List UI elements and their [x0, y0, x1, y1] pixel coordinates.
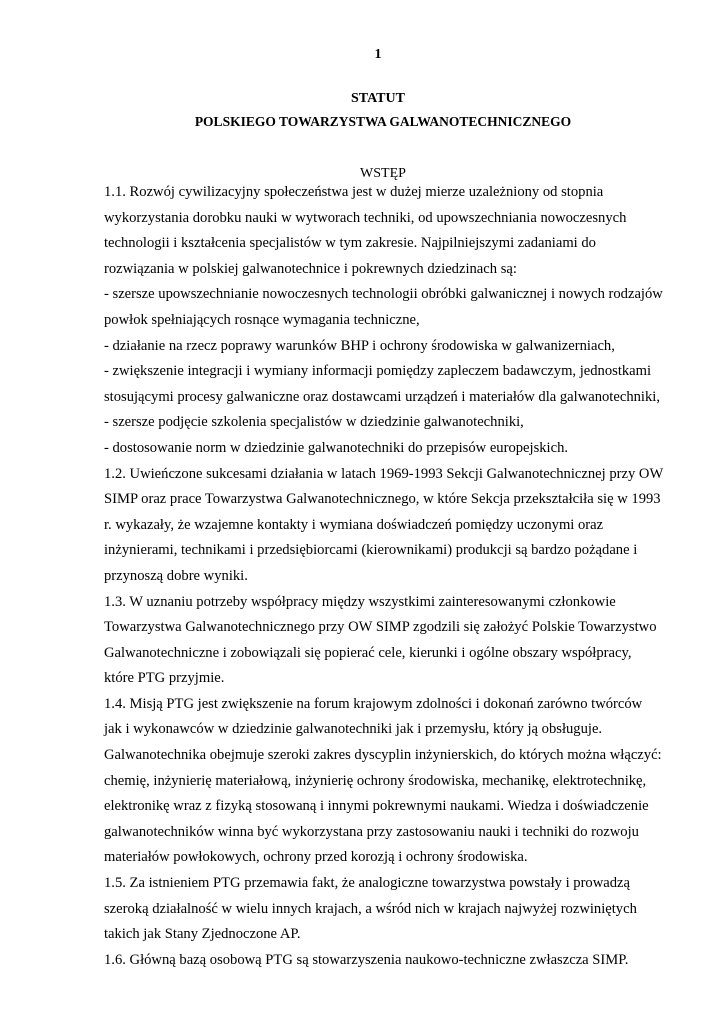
text-line: - zwiększenie integracji i wymiany informacji pomiędzy zapleczem badawczym, jednostkami [104, 363, 652, 380]
document-subtitle: POLSKIEGO TOWARZYSTWA GALWANOTECHNICZNEGO [194, 114, 572, 129]
text-line: - dostosowanie norm w dziedzinie galwanotechniki do przepisów europejskich. [104, 439, 569, 456]
text-line: - działanie na rzecz poprawy warunków BHP i ochrony środowiska w galwanizerniach, [104, 337, 615, 354]
text-line: jak i wykonawców w dziedzinie galwanotechniki jak i przemysłu, który ją obsługuje. [104, 721, 603, 738]
text-line: Galwanotechniczne i zobowiązali się popierać cele, kierunki i ogólne obszary współpracy, [104, 644, 632, 661]
text-line: galwanotechników winna być wykorzystana przy zastosowaniu nauki i techniki do rozwoju [104, 823, 639, 840]
text-line: materiałów powłokowych, ochrony przed korozją i ochrony środowiska. [104, 849, 528, 866]
text-line: wykorzystania dorobku nauki w wytworach techniki, od upowszechniania nowoczesnych [104, 209, 627, 226]
page-number: 1 [374, 47, 382, 62]
text-line: - szersze podjęcie szkolenia specjalistów w dziedzinie galwanotechniki, [104, 414, 524, 431]
text-line: Towarzystwa Galwanotechnicznego przy OW SIMP zgodzili się założyć Polskie Towarzystwo [104, 619, 657, 636]
text-line: 1.1. Rozwój cywilizacyjny społeczeństwa jest w dużej mierze uzależniony od stopnia [104, 184, 604, 200]
text-line: - szersze upowszechnianie nowoczesnych technologii obróbki galwanicznej i nowych rodzajów [104, 286, 663, 303]
text-line: szeroką działalność w wielu innych krajach, a wśród nich w krajach najwyżej rozwiniętych [104, 900, 637, 917]
text-line: które PTG przyjmie. [104, 670, 225, 687]
text-line: rozwiązania w polskiej galwanotechnice i pokrewnych dziedzinach są: [104, 260, 517, 277]
body-text [104, 180, 684, 973]
text-line: SIMP oraz prace Towarzystwa Galwanotechnicznego, w które Sekcja przekształciła się w 1993 [104, 491, 661, 508]
text-line: powłok spełniających rosnące wymagania techniczne, [104, 311, 420, 328]
section-heading: WSTĘP [360, 166, 406, 181]
text-line: 1.2. Uwieńczone sukcesami działania w latach 1969-1993 Sekcji Galwanotechnicznej przy OW [104, 465, 664, 482]
text-line: inżynierami, technikami i przedsiębiorcami (kierownikami) produkcji są bardzo pożądane i [104, 542, 638, 559]
text-line: 1.3. W uznaniu potrzeby współpracy między wszystkimi zainteresowanymi członkowie [104, 593, 616, 610]
text-line: przynoszą dobre wyniki. [104, 567, 248, 584]
text-line: 1.6. Główną bazą osobową PTG są stowarzyszenia naukowo-techniczne zwłaszcza SIMP. [104, 951, 629, 968]
text-line: takich jak Stany Zjednoczone AP. [104, 926, 301, 943]
document-title: STATUT [351, 91, 405, 106]
text-line: chemię, inżynierię materiałową, inżynierię ochrony środowiska, mechanikę, elektrotechnikę, [104, 772, 647, 789]
text-line: 1.5. Za istnieniem PTG przemawia fakt, że analogiczne towarzystwa powstały i prowadzą [104, 875, 630, 892]
text-line: 1.4. Misją PTG jest zwiększenie na forum krajowym zdolności i dokonań zarówno twórców [104, 695, 643, 712]
text-line: stosującymi procesy galwaniczne oraz dostawcami urządzeń i materiałów dla galwanotechniki, [104, 388, 660, 405]
text-line: elektronikę wraz z fizyką stosowaną i innymi pokrewnymi naukami. Wiedza i doświadczenie [104, 798, 649, 815]
text-line: Galwanotechnika obejmuje szeroki zakres dyscyplin inżynierskich, do których można włączyć: [104, 747, 662, 764]
text-line: r. wykazały, że wzajemne kontakty i wymiana doświadczeń pomiędzy uczonymi oraz [104, 516, 604, 533]
text-line: technologii i kształcenia specjalistów w tym zakresie. Najpilniejszymi zadaniami do [104, 235, 596, 252]
